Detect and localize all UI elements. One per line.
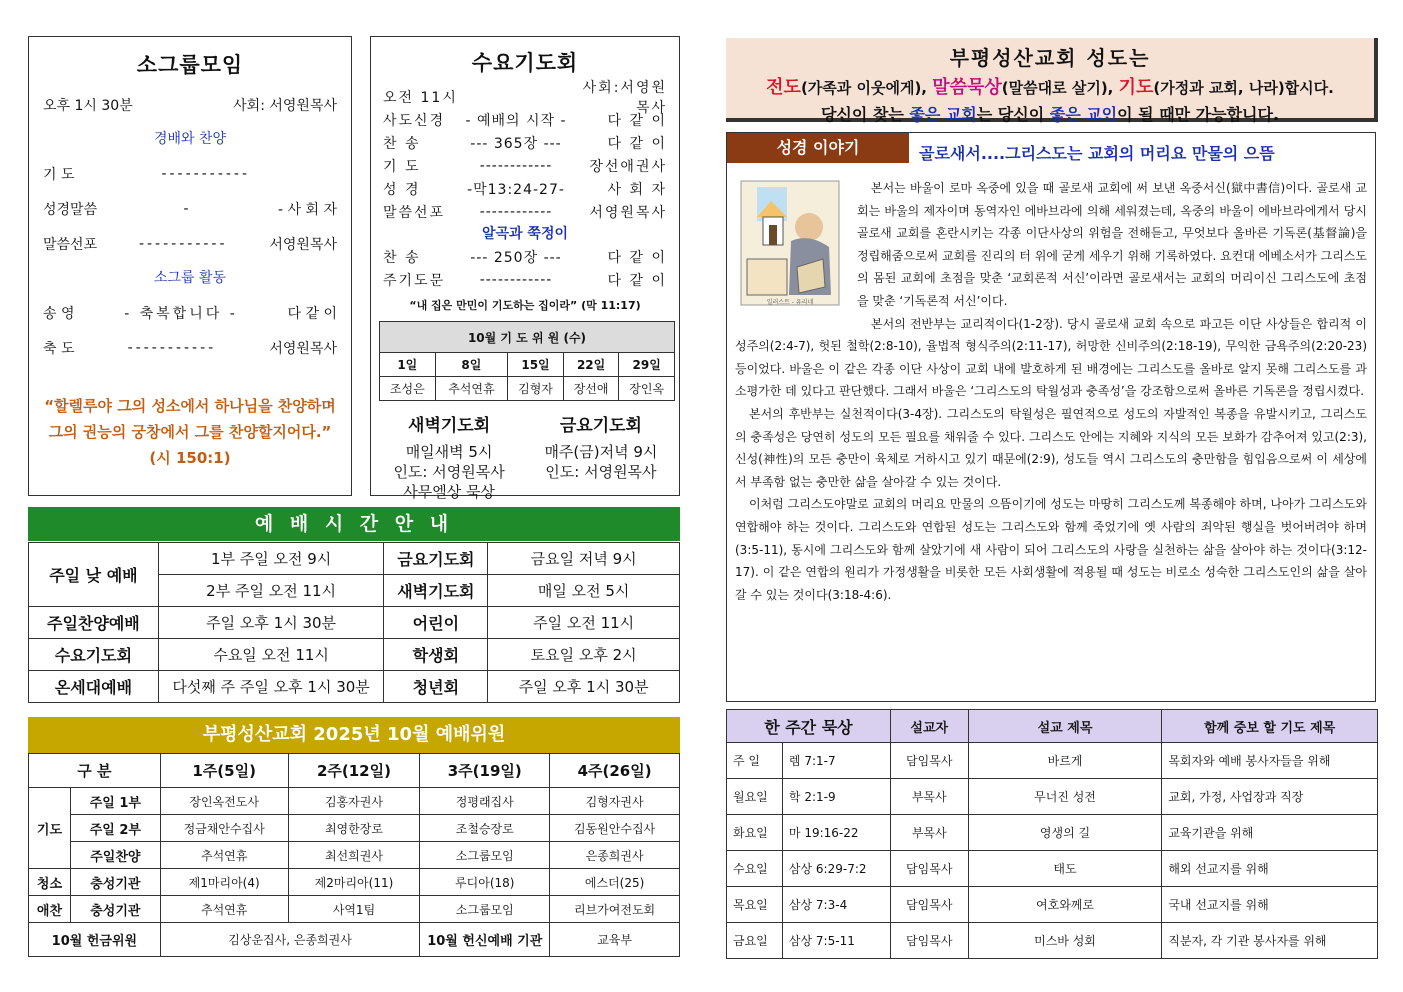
row-key: 주기도문 <box>383 272 446 289</box>
weekly-row <box>727 887 1378 923</box>
banner-desc: (가족과 이웃에게), <box>800 79 927 97</box>
banner-text: 이 될 때만 가능합니다. <box>1117 105 1280 124</box>
weekly-cell: 직분자, 각 기관 봉사자를 위해 <box>1162 923 1378 959</box>
row-right: 다 같 이 <box>607 112 667 129</box>
wednesday-row <box>379 268 671 291</box>
row-right: 다 같 이 <box>607 249 667 266</box>
row-right: - 사 회 자 <box>278 201 337 218</box>
worship-cell: 주일 오전 11시 <box>488 607 680 639</box>
committee-cell: 추석연휴 <box>160 896 288 923</box>
committee-cell: 애찬 <box>29 896 71 923</box>
row-mid: --- 250장 --- <box>470 249 562 266</box>
row-key: 성 경 <box>383 181 421 198</box>
banner-word-prayer: 기도 <box>1118 77 1154 98</box>
committee-cell: 김홍자권사 <box>288 788 420 815</box>
worship-cell: 어린이 <box>384 607 488 639</box>
committee-cell: 주일 1부 <box>70 788 160 815</box>
worship-cell: 청년회 <box>384 671 488 703</box>
committee-header-cell: 3주(19일) <box>420 754 550 788</box>
committee-cell: 제1마리아(4) <box>160 869 288 896</box>
row-key: 축 도 <box>43 340 75 357</box>
weekly-cell: 교회, 가정, 사업장과 직장 <box>1162 779 1378 815</box>
weekly-cell: 담임목사 <box>890 743 968 779</box>
worship-row <box>29 639 680 671</box>
small-group-box <box>28 36 352 496</box>
row-mid: ------------ <box>479 271 553 288</box>
banner-highlight: 좋은 교인 <box>1049 105 1118 124</box>
worship-row <box>29 607 680 639</box>
friday-prayer-line: 매주(금)저녁 9시 <box>544 443 658 461</box>
weekly-cell: 주 일 <box>727 743 783 779</box>
committee-header-cell: 2주(12일) <box>288 754 420 788</box>
worship-cell: 1부 주일 오전 9시 <box>158 543 384 575</box>
row-right: 다 같 이 <box>607 272 667 289</box>
bible-story-body <box>735 177 1367 606</box>
committee-cell: 소그룹모임 <box>420 896 550 923</box>
banner-title: 부평성산교회 성도는 <box>949 46 1151 70</box>
committee-cell: 리브가여전도회 <box>550 896 680 923</box>
weekly-row <box>727 743 1378 779</box>
bible-paragraph: 본서는 바울이 로마 옥중에 있을 때 골로새 교회에 써 보낸 옥중서신(獄中書信)이다. 골로새 교회는 바울의 제자이며 동역자인 에바브라에 의해 세워졌는데, 옥중의 바울이 에바브라에게서 당시 골로새 교회를 혼란시키는 각종 이단사상의 위험을 전해듣고, 무엇보다 올바른 기독론(基督論)을 정립해줌으로써 교회를 진리의 터 위에 굳게 세우기 위해 기록하였다. 요컨대 에베소서가 그리스도의 몸된 교회에 초점을 맞춘 ‘교회론적 서신’이라면 골로새서는 교회의 머리이신 그리스도에 초점을 맞춘 ‘기독론적 서신’이다. <box>857 181 1367 308</box>
committee-cell: 청소 <box>29 869 71 896</box>
banner-word-meditation: 말씀묵상 <box>932 77 1002 98</box>
dedication-value: 교육부 <box>550 923 680 957</box>
weekly-cell: 마 19:16-22 <box>782 815 890 851</box>
bible-story-label: 성경 이야기 <box>727 133 909 163</box>
committee-choir-row <box>29 896 680 923</box>
committee-prayer-label: 기도 <box>29 788 71 869</box>
bible-paragraph: 이처럼 그리스도야말로 교회의 머리요 만물의 으뜸이기에 성도는 마땅히 그리스도께 복종해야 하며, 나아가 그리스도와 연합해야 하는 것이다. 그리스도와 연합된 성도는 그리스도와 함께 죽었기에 옛 사람의 죄악된 행실을 벗어버려야 하며(3:5-11), 동시에 그리스도와 함께 살았기에 새 사람이 되어 그리스도의 사랑을 실천하는 삶을 살아야 하는 것이다(3:12-17). 이 같은 연합의 원리가 가정생활을 비롯한 모든 사회생활에 적용될 때 성도는 비로소 성숙한 그리스도인의 삶을 살아갈 수 있는 것이다(3:18-4:6). <box>735 497 1367 602</box>
committee-header-row <box>29 754 680 788</box>
weekly-cell: 렘 7:1-7 <box>782 743 890 779</box>
row-key: 성경말씀 <box>43 201 98 218</box>
dedication-label: 10월 헌신예배 기관 <box>420 923 550 957</box>
wednesday-row <box>379 131 671 154</box>
worship-cell: 금요기도회 <box>384 543 488 575</box>
apostle-illustration <box>735 177 857 317</box>
banner-text: 는 당신이 <box>976 105 1050 124</box>
row-key: 말씀선포 <box>43 236 98 253</box>
small-group-time: 오후 1시 30분 <box>43 97 133 114</box>
banner-line2 <box>726 73 1374 99</box>
dawn-prayer-line: 매일새벽 5시 <box>405 443 493 461</box>
banner-word-evangelism: 전도 <box>766 77 801 98</box>
worship-cell: 다섯째 주 주일 오후 1시 30분 <box>158 671 384 703</box>
weekly-row <box>727 851 1378 887</box>
committee-cell: 주일 2부 <box>70 815 160 842</box>
weekly-header-cell: 함께 중보 할 기도 제목 <box>1162 710 1378 743</box>
prayer-name: 추석연휴 <box>435 377 508 401</box>
worship-cell: 온세대예배 <box>29 671 159 703</box>
worship-times-header: 예 배 시 간 안 내 <box>28 507 680 541</box>
committee-cell: 사역1팀 <box>288 896 420 923</box>
worship-cell: 주일 오후 1시 30분 <box>488 671 680 703</box>
banner-text: 당신이 찾는 <box>820 105 910 124</box>
row-mid: ----------- <box>161 165 251 182</box>
weekly-cell: 부목사 <box>890 779 968 815</box>
row-mid: - 예배의 시작 - <box>465 112 567 129</box>
committee-cleaning-row <box>29 869 680 896</box>
prayer-date: 15일 <box>508 353 564 377</box>
weekly-cell: 담임목사 <box>890 851 968 887</box>
row-right: 서영원목사 <box>269 340 337 357</box>
weekly-row <box>727 923 1378 959</box>
row-key: 사도신경 <box>383 112 446 129</box>
committee-cell: 충성기관 <box>70 869 160 896</box>
committee-cell: 조철승장로 <box>420 815 550 842</box>
wednesday-row <box>379 200 671 223</box>
worship-cell: 토요일 오후 2시 <box>488 639 680 671</box>
committee-table <box>28 753 680 957</box>
weekly-cell: 태도 <box>968 851 1162 887</box>
small-group-sub2: 소그룹 활동 <box>153 270 227 286</box>
row-key: 기 도 <box>383 158 421 175</box>
weekly-cell: 바르게 <box>968 743 1162 779</box>
weekly-header-row <box>727 710 1378 743</box>
row-mid: --- 365장 --- <box>470 135 562 152</box>
committee-cell: 소그룹모임 <box>420 842 550 869</box>
wednesday-prayer-title: 수요기도회 <box>471 51 579 75</box>
prayer-name: 김형자 <box>508 377 564 401</box>
weekly-cell: 학 2:1-9 <box>782 779 890 815</box>
weekly-cell: 금요일 <box>727 923 783 959</box>
dawn-prayer-block <box>379 411 519 502</box>
row-key: 말씀선포 <box>383 204 446 221</box>
committee-cell: 김형자권사 <box>550 788 680 815</box>
weekly-cell: 해외 선교지를 위해 <box>1162 851 1378 887</box>
wednesday-row <box>379 108 671 131</box>
small-group-row <box>43 191 337 226</box>
row-right: 장선애권사 <box>589 158 667 175</box>
small-group-row <box>43 295 337 330</box>
weekly-cell: 미스바 성회 <box>968 923 1162 959</box>
small-group-title: 소그룹모임 <box>136 53 244 77</box>
committee-cell: 최영한장로 <box>288 815 420 842</box>
committee-prayer-row <box>29 842 680 869</box>
small-group-row <box>43 226 337 261</box>
committee-prayer-row <box>29 788 680 815</box>
wednesday-row <box>379 177 671 200</box>
row-key: 기 도 <box>43 166 75 183</box>
weekly-cell: 부목사 <box>890 815 968 851</box>
prayer-date: 22일 <box>563 353 619 377</box>
small-group-sub1: 경배와 찬양 <box>153 131 227 147</box>
weekly-header-cell: 설교자 <box>890 710 968 743</box>
committee-cell: 제2마리아(11) <box>288 869 420 896</box>
worship-cell: 수요일 오전 11시 <box>158 639 384 671</box>
weekly-cell: 여호와께로 <box>968 887 1162 923</box>
committee-cell: 은종희권사 <box>550 842 680 869</box>
small-group-time-row <box>43 87 337 122</box>
worship-times-table <box>28 542 680 703</box>
weekly-header-cell: 설교 제목 <box>968 710 1162 743</box>
psalm-verse: “할렐루야 그의 성소에서 하나님을 찬양하며 그의 권능의 궁창에서 그를 찬양할지어다.” (시 150:1) <box>44 397 336 467</box>
weekly-cell: 목요일 <box>727 887 783 923</box>
row-key: 찬 송 <box>383 249 421 266</box>
offering-label: 10월 헌금위원 <box>29 923 161 957</box>
row-mid: ------------ <box>479 157 553 174</box>
worship-cell: 주일찬양예배 <box>29 607 159 639</box>
row-right: 다 같 이 <box>607 135 667 152</box>
banner-desc: (가정과 교회, 나라)합시다. <box>1153 79 1334 97</box>
small-group-row <box>43 330 337 365</box>
row-mid: ----------- <box>138 235 228 252</box>
committee-cell: 정금채안수집사 <box>160 815 288 842</box>
wednesday-prayer-box <box>370 36 680 501</box>
october-prayer-table <box>379 321 675 401</box>
banner-highlight: 좋은 교회 <box>909 105 977 124</box>
row-right: 서영원목사 <box>269 236 337 253</box>
committee-cell: 추석연휴 <box>160 842 288 869</box>
committee-cell: 에스더(25) <box>550 869 680 896</box>
row-right: 다 같 이 <box>287 305 337 322</box>
weekly-cell: 삼상 7:5-11 <box>782 923 890 959</box>
committee-cell: 충성기관 <box>70 896 160 923</box>
apostle-paul-icon <box>735 177 845 313</box>
worship-cell: 금요일 저녁 9시 <box>488 543 680 575</box>
church-motto-banner <box>726 38 1378 122</box>
friday-prayer-line: 인도: 서영원목사 <box>545 463 657 481</box>
row-key: 송 영 <box>43 305 75 322</box>
worship-cell: 수요기도회 <box>29 639 159 671</box>
wednesday-row <box>379 245 671 268</box>
weekly-cell: 국내 선교지를 위해 <box>1162 887 1378 923</box>
weekly-row <box>727 815 1378 851</box>
friday-prayer-title: 금요기도회 <box>559 416 642 436</box>
row-key: 오전 11시 <box>383 89 458 106</box>
committee-header-cell: 1주(5일) <box>160 754 288 788</box>
row-key: 찬 송 <box>383 135 421 152</box>
worship-cell: 2부 주일 오전 11시 <box>158 575 384 607</box>
banner-desc: (말씀대로 살기), <box>1001 79 1114 97</box>
row-right: 사회:서영원목사 <box>582 79 667 116</box>
prayer-date: 29일 <box>619 353 675 377</box>
worship-cell: 주일 오후 1시 30분 <box>158 607 384 639</box>
bible-paragraph: 본서의 전반부는 교리적이다(1-2장). 당시 골로새 교회 속으로 파고든 이단 사상들은 합리적 이성주의(2:4-7), 헛된 철학(2:8-10), 율법적 형식주의(2:11-17), 허망한 신비주의(2:18-19), 무익한 금욕주의(2:20-23) 등이었다. 바울은 이 같은 각종 이단 사상이 교회 내에 발호하게 된 배경에는 그리스도를 올바로 알지 못해 그리스도를 과소평가한 데 있다고 판단했다. 그래서 바울은 ‘그리스도의 탁월성과 충족성’을 강조함으로써 올바른 기독론을 정립시켰다. <box>735 316 1367 399</box>
row-right: 서영원목사 <box>589 204 667 221</box>
offering-value: 김상운집사, 은종희권사 <box>160 923 420 957</box>
weekly-cell: 삼상 7:3-4 <box>782 887 890 923</box>
prayer-name: 장인옥 <box>619 377 675 401</box>
bible-paragraph: 본서의 후반부는 실천적이다(3-4장). 그리스도의 탁월성은 필연적으로 성도의 자발적인 복종을 유발시키고, 그리스도의 충족성은 당연히 성도의 모든 필요를 채워줄 수 있다. 그리스도 안에는 지혜와 지식의 모든 보화가 감추어져 있고(2:3), 신성(神性)의 모든 충만이 육체로 거하시고 있기 때문에(2:9), 성도들 역시 그리스도의 충만함을 힘입음으로써 이 세상에서 부족함 없는 충만한 삶을 살아갈 수 있는 것이다. <box>735 406 1367 489</box>
committee-cell: 김동원안수집사 <box>550 815 680 842</box>
prayer-quote: “내 집은 만민이 기도하는 집이라” (막 11:17) <box>409 299 641 312</box>
friday-prayer-block <box>531 411 671 502</box>
weekly-cell: 화요일 <box>727 815 783 851</box>
committee-cell: 장인옥전도사 <box>160 788 288 815</box>
banner-line3 <box>726 102 1374 125</box>
committee-prayer-row <box>29 815 680 842</box>
weekly-cell: 월요일 <box>727 779 783 815</box>
october-prayer-title: 10월 기 도 위 원 (수) <box>380 322 675 353</box>
committee-cell: 정평래집사 <box>420 788 550 815</box>
row-mid: - <box>183 200 192 217</box>
worship-row <box>29 671 680 703</box>
small-group-row <box>43 156 337 191</box>
weekly-cell: 무너진 성전 <box>968 779 1162 815</box>
dawn-prayer-line: 사무엘상 묵상 <box>403 483 495 501</box>
wednesday-row <box>379 154 671 177</box>
weekly-header-cell: 한 주간 묵상 <box>727 710 891 743</box>
prayer-name: 장선애 <box>563 377 619 401</box>
worship-cell: 주일 낮 예배 <box>29 543 159 607</box>
committee-header-cell: 4주(26일) <box>550 754 680 788</box>
sermon-title: 알곡과 쭉정이 <box>481 226 569 242</box>
row-right: 사 회 자 <box>607 181 667 198</box>
illustration-caption: 일러스트 - 유리네 <box>766 299 814 306</box>
wednesday-row <box>379 79 671 116</box>
weekly-meditation-table <box>726 709 1378 959</box>
prayer-name: 조성은 <box>380 377 436 401</box>
weekly-cell: 목회자와 예배 봉사자들을 위해 <box>1162 743 1378 779</box>
committee-cell: 최선희권사 <box>288 842 420 869</box>
small-group-host: 사회: 서영원목사 <box>233 97 337 114</box>
prayer-date: 1일 <box>380 353 436 377</box>
row-mid: - 축복합니다 - <box>124 305 238 322</box>
row-mid: ----------- <box>127 339 217 356</box>
bible-story-title: 골로새서....그리스도는 교회의 머리요 만물의 으뜸 <box>919 144 1275 163</box>
worship-row <box>29 543 680 575</box>
weekly-cell: 영생의 길 <box>968 815 1162 851</box>
weekly-cell: 교육기관을 위해 <box>1162 815 1378 851</box>
worship-cell: 학생회 <box>384 639 488 671</box>
weekly-row <box>727 779 1378 815</box>
row-mid: -막13:24-27- <box>467 181 565 198</box>
weekly-cell: 삼상 6:29-7:2 <box>782 851 890 887</box>
dawn-prayer-line: 인도: 서영원목사 <box>393 463 505 481</box>
committee-cell: 주일찬양 <box>70 842 160 869</box>
weekly-cell: 수요일 <box>727 851 783 887</box>
bible-story-box <box>726 132 1376 702</box>
worship-cell: 새벽기도회 <box>384 575 488 607</box>
worship-cell: 매일 오전 5시 <box>488 575 680 607</box>
committee-header-cell: 구 분 <box>29 754 161 788</box>
prayer-date: 8일 <box>435 353 508 377</box>
committee-cell: 루디아(18) <box>420 869 550 896</box>
committee-header: 부평성산교회 2025년 10월 예배위원 <box>28 717 680 753</box>
weekly-cell: 담임목사 <box>890 887 968 923</box>
committee-offering-row <box>29 923 680 957</box>
dawn-prayer-title: 새벽기도회 <box>408 416 491 436</box>
row-mid: ------------ <box>479 203 553 220</box>
weekly-cell: 담임목사 <box>890 923 968 959</box>
